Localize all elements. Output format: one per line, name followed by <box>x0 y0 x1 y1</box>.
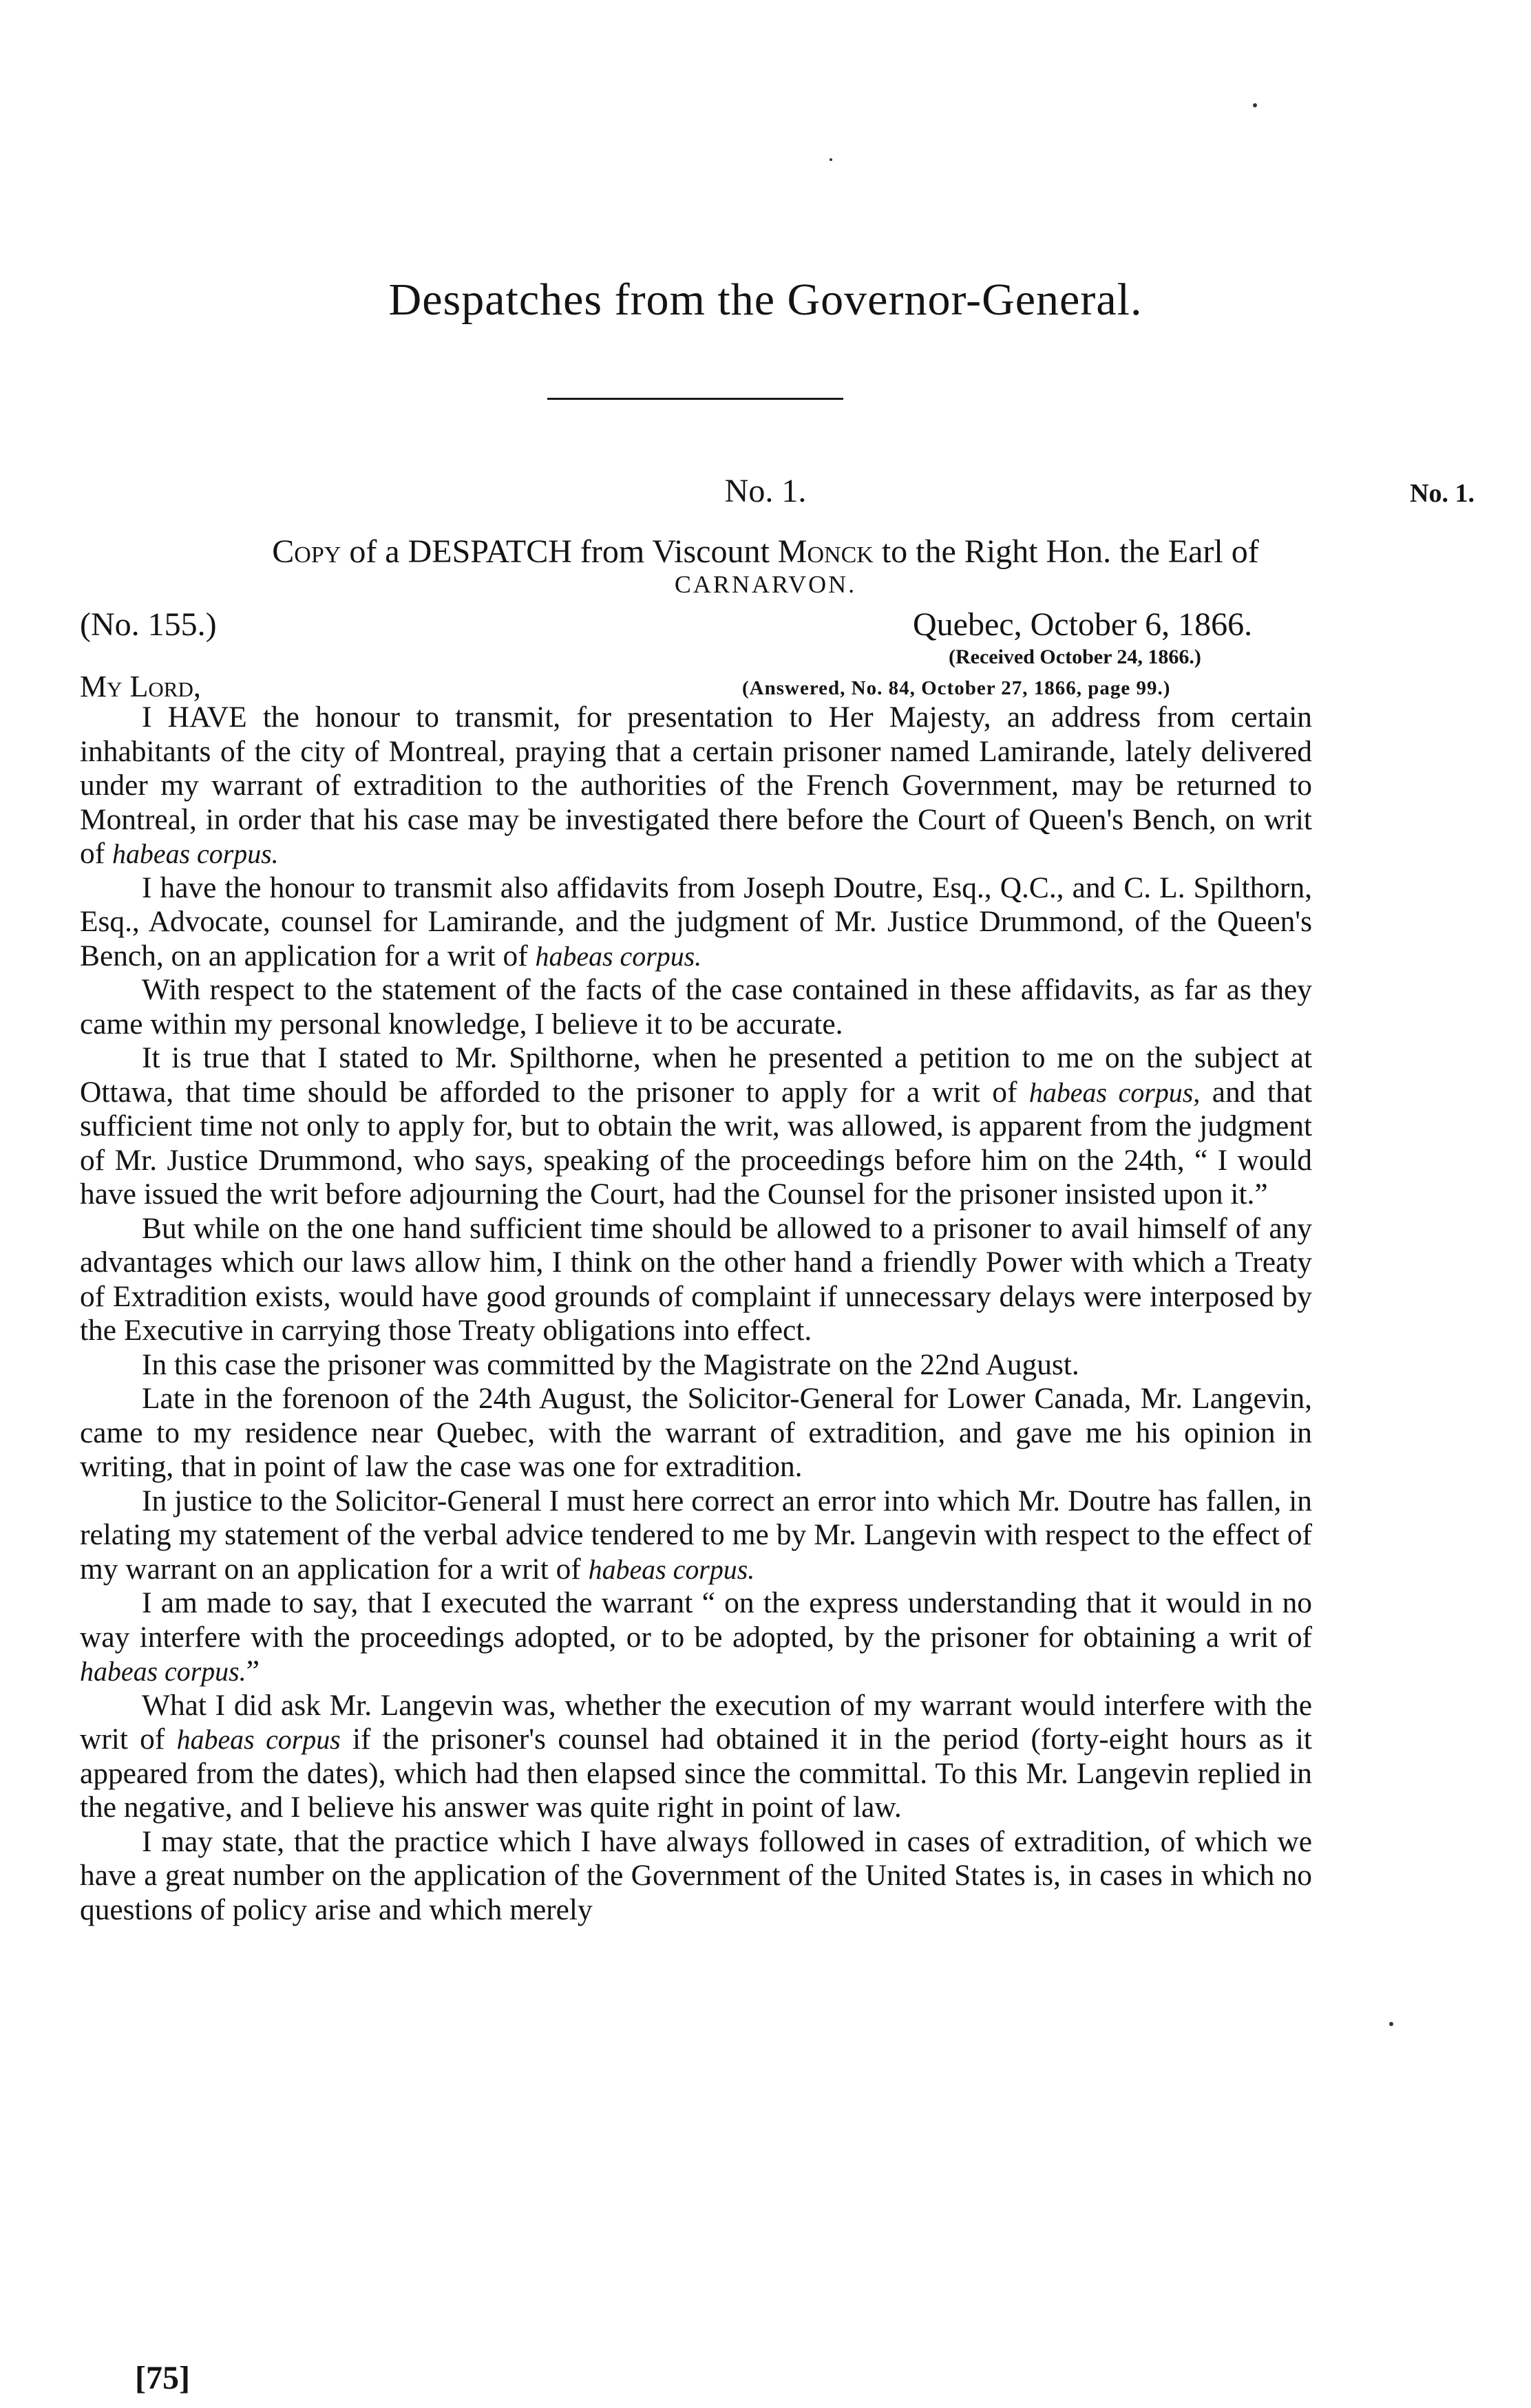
paragraph-text: With respect to the statement of the facts of the case contained in these affidavits, as far as they came within my personal knowledge, I believe it to be accurate. <box>80 973 1312 1041</box>
paragraph <box>80 1212 1312 1348</box>
paragraph-text: and that sufficient time not only to apply for, but to obtain the writ, was allowed, is apparent from the judgment of Mr. Justice Drummond, who says, speaking of the proceedings before him on the 24th, “ I would have issued the writ before adjourning the Court, had the Counsel for the prisoner insisted upon it.” <box>80 1075 1312 1211</box>
paper-speck <box>1253 103 1257 107</box>
paragraph-text: ” <box>246 1654 260 1687</box>
place-date: Quebec, October 6, 1866. <box>913 606 1253 643</box>
italic-term: habeas corpus <box>176 1724 341 1755</box>
despatch-title <box>0 533 1531 571</box>
copy-word: Copy <box>272 533 341 570</box>
despatch-serial: (No. 155.) <box>80 606 217 643</box>
italic-term: habeas corpus. <box>535 940 702 972</box>
paragraph <box>80 701 1312 871</box>
copy-suffix: to the Right Hon. the Earl of <box>873 533 1259 570</box>
paragraph-text: But while on the one hand sufficient time should be allowed to a prisoner to avail himself of any advantages which our laws allow him, I think on the other hand a friendly Power with which a Treaty of Extradition exists, would have good grounds of complaint if unnecessary delays were interposed by the Executive in carrying those Treaty obligations into effect. <box>80 1211 1312 1347</box>
answered-note: (Answered, No. 84, October 27, 1866, page 99.) <box>742 677 1171 699</box>
page-signature-mark: [75] <box>135 2360 190 2396</box>
paragraph-text: I am made to say, that I executed the warrant “ on the express understanding that it would in no way interfere with the proceedings adopted, or to be adopted, by the prisoner for obtaining a writ of <box>80 1586 1312 1654</box>
paragraph-text: It is true that I stated to Mr. Spilthorne, when he presented a petition to me on the subject at Ottawa, that time should be afforded to the prisoner to apply for a writ of <box>80 1041 1312 1109</box>
paragraph <box>80 1484 1312 1587</box>
italic-term: habeas corpus. <box>80 1656 246 1687</box>
heading-rule <box>547 398 843 400</box>
paragraph-text: I may state, that the practice which I have always followed in cases of extradition, of which we have a great number on the application of the Government of the United States is, in cases in which no questions of policy arise and which merely <box>80 1824 1312 1926</box>
paragraph <box>80 1689 1312 1825</box>
paragraph-text: I have the honour to transmit also affidavits from Joseph Doutre, Esq., Q.C., and C. L. Spilthorn, Esq., Advocate, counsel for Lamirande, and the judgment of Mr. Justice Drummond, of the Queen's Bench, on an application for a writ of <box>80 871 1312 972</box>
paragraph <box>80 1825 1312 1928</box>
paragraph-text: What I did ask Mr. Langevin was, whether the execution of my warrant would interfere with the writ of <box>80 1688 1312 1756</box>
italic-term: habeas corpus. <box>112 838 279 869</box>
letter-body <box>80 701 1312 1927</box>
paragraph <box>80 1041 1312 1212</box>
page-heading: Despatches from the Governor-General. <box>388 275 1143 325</box>
paragraph <box>80 1348 1312 1383</box>
paper-speck <box>830 158 832 161</box>
recipient-name: CARNARVON. <box>674 571 857 598</box>
paragraph <box>80 1382 1312 1484</box>
italic-term: habeas corpus, <box>1028 1076 1201 1108</box>
paper-speck <box>1389 2022 1393 2026</box>
paragraph-text: Late in the forenoon of the 24th August, the Solicitor-General for Lower Canada, Mr. Langevin, came to my residence near Quebec, with the warrant of extradition, and gave me his opinion in writing, that in point of law the case was one for extradition. <box>80 1382 1312 1483</box>
copy-mid: of a DESPATCH from Viscount <box>341 533 778 570</box>
paragraph-text: I HAVE the honour to transmit, for presentation to Her Majesty, an address from certain inhabitants of the city of Montreal, praying that a certain prisoner named Lamirande, lately delivered under my warrant of extradition to the authorities of the French Government, may be returned to Montreal, in order that his case may be investigated there before the Court of Queen's Bench, on writ of <box>80 701 1312 870</box>
paragraph <box>80 871 1312 974</box>
italic-term: habeas corpus. <box>588 1553 755 1585</box>
paragraph-text: if the prisoner's counsel had obtained it in the period (forty-eight hours as it appeared from the dates), which had then elapsed since the committal. To this Mr. Langevin replied in the negative, and I believe his answer was quite right in point of law. <box>80 1723 1312 1824</box>
despatch-number-margin: No. 1. <box>1410 479 1475 508</box>
paragraph-text: In justice to the Solicitor-General I must here correct an error into which Mr. Doutre has fallen, in relating my statement of the verbal advice tendered to me by Mr. Langevin with respect to the effect of my warrant on an application for a writ of <box>80 1484 1312 1586</box>
paragraph <box>80 1586 1312 1689</box>
paragraph-text: In this case the prisoner was committed by the Magistrate on the 22nd August. <box>142 1347 1079 1381</box>
despatch-number-center: No. 1. <box>724 473 807 509</box>
salutation: My Lord, <box>80 670 201 703</box>
paragraph <box>80 973 1312 1041</box>
received-note: (Received October 24, 1866.) <box>949 646 1201 668</box>
sender-name: Monck <box>777 533 874 570</box>
